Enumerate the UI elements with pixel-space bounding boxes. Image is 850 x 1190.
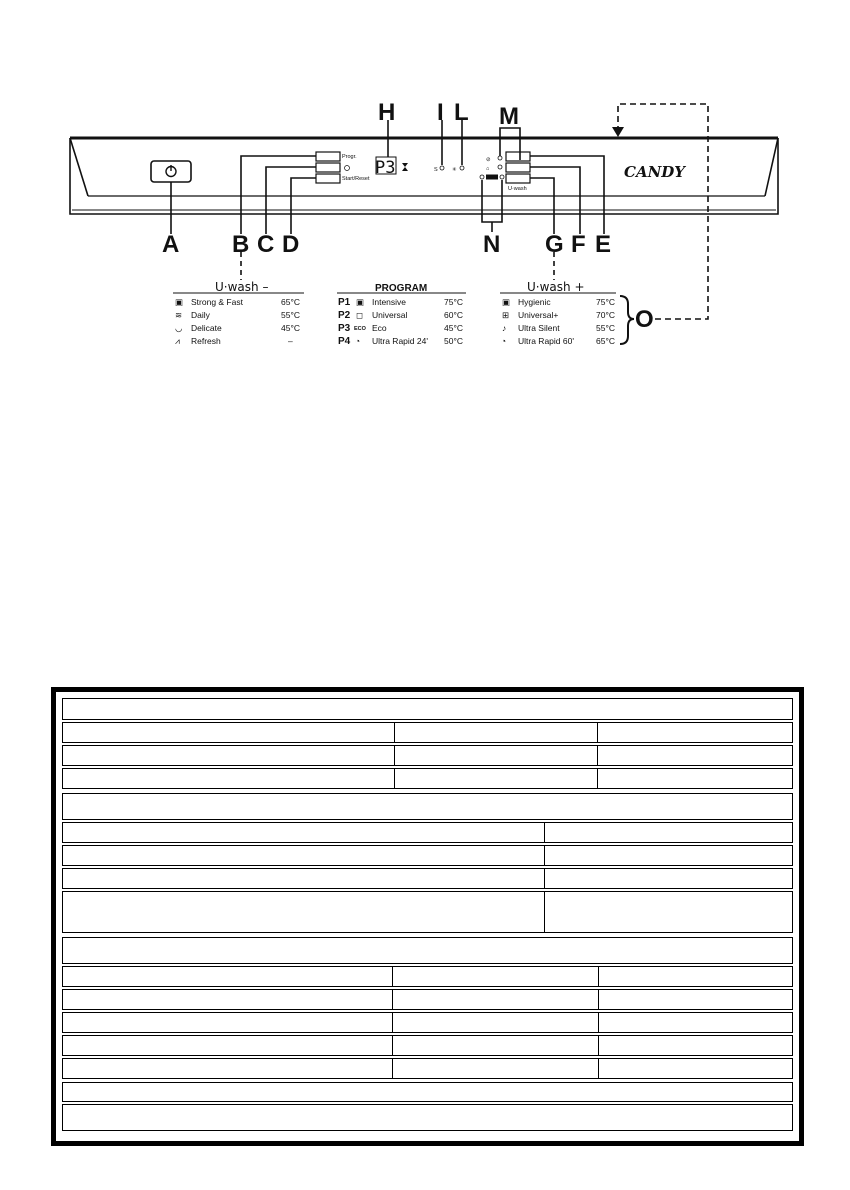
legend-plus-name-3: Ultra Rapid 60' (518, 336, 574, 346)
table-row (62, 1104, 793, 1131)
program-display (375, 157, 408, 178)
callout-e: E (595, 231, 612, 258)
legend-program-temp-0: 75°C (444, 297, 463, 307)
hourglass-icon (402, 163, 408, 171)
legend-plus-icon-3: ◔ (501, 336, 507, 346)
callout-m: M (499, 103, 519, 130)
power-button[interactable] (151, 161, 191, 182)
legend-program-icon-2: ECO (354, 326, 366, 332)
table-section-header (62, 793, 793, 820)
legend-plus-icon-1: ⊞ (502, 310, 510, 320)
legend-program-temp-3: 50°C (444, 336, 463, 346)
legend-program-temp-1: 60°C (444, 310, 463, 320)
legend-minus-name-0: Strong & Fast (191, 297, 243, 307)
legend-minus-icon-0: ▣ (175, 297, 184, 307)
table-section-header (62, 937, 793, 964)
callout-d: D (282, 231, 300, 258)
salt-indicator (434, 166, 444, 173)
table-section-header (62, 698, 793, 720)
callout-a: A (162, 231, 180, 258)
table-row (62, 745, 793, 766)
legend-program-code-2: P3 (338, 323, 351, 334)
callout-l: L (454, 99, 469, 126)
start-reset-label: Start/Reset (342, 176, 370, 182)
table-row (62, 722, 793, 743)
table-row (62, 1012, 793, 1033)
legend-program-icon-0: ▣ (356, 297, 365, 307)
legend-minus-name-3: Refresh (191, 336, 221, 346)
svg-text:⌂: ⌂ (486, 166, 490, 172)
table-row (62, 845, 793, 866)
clock-icon (345, 166, 350, 171)
rinse-aid-indicator (452, 166, 464, 173)
display-value: P3 (375, 158, 396, 178)
legend-program-code-1: P2 (338, 310, 351, 321)
legend-plus-title: U·wash + (527, 280, 585, 294)
legend-plus-temp-3: 65°C (596, 336, 615, 346)
legend-uwash-plus (500, 280, 616, 346)
right-button-group (506, 152, 530, 183)
callout-h: H (378, 99, 396, 126)
arrow-down-icon (612, 127, 624, 137)
legend-uwash-minus (173, 280, 304, 346)
legend-program-temp-2: 45°C (444, 323, 463, 333)
callout-o: O (635, 306, 654, 333)
table-row (62, 1035, 793, 1056)
table-row (62, 768, 793, 789)
legend-minus-temp-0: 65°C (281, 297, 300, 307)
legend-minus-temp-2: 45°C (281, 323, 300, 333)
table-row (62, 989, 793, 1010)
legend-program-name-2: Eco (372, 323, 387, 333)
legend-minus-temp-1: 55°C (281, 310, 300, 320)
callout-b: B (232, 231, 250, 258)
svg-text:✳: ✳ (452, 167, 457, 173)
uwash-indicators (480, 156, 504, 180)
legend-plus-temp-2: 55°C (596, 323, 615, 333)
legend-minus-name-2: Delicate (191, 323, 222, 333)
table-row (62, 1082, 793, 1102)
legend-program-code-3: P4 (338, 336, 351, 347)
legend-minus-icon-2: ◡ (175, 323, 183, 333)
specification-table (51, 687, 804, 1146)
legend-minus-temp-3: – (288, 336, 293, 346)
callout-f: F (571, 231, 586, 258)
brace-o (620, 296, 634, 344)
legend-minus-icon-3: ⩘ (175, 336, 180, 346)
table-row (62, 891, 793, 933)
legend-plus-temp-1: 70°C (596, 310, 615, 320)
legend-minus-icon-1: ≋ (175, 310, 183, 320)
callout-i: I (437, 99, 444, 126)
legend-plus-name-0: Hygienic (518, 297, 551, 307)
legend-plus-name-2: Ultra Silent (518, 323, 560, 333)
legend-plus-icon-0: ▣ (502, 297, 511, 307)
candy-logo: CANDY (624, 163, 686, 181)
legend-program (337, 283, 466, 347)
legend-plus-name-1: Universal+ (518, 310, 559, 320)
legend-program-title: PROGRAM (375, 283, 428, 294)
left-button-group (316, 152, 340, 183)
table-row (62, 868, 793, 889)
legend-minus-name-1: Daily (191, 310, 210, 320)
legend-program-code-0: P1 (338, 297, 351, 308)
table-row (62, 966, 793, 987)
table-row (62, 822, 793, 843)
uwash-label: U·wash (508, 186, 527, 192)
legend-minus-title: U·wash – (215, 280, 269, 294)
legend-program-name-3: Ultra Rapid 24' (372, 336, 428, 346)
svg-text:S: S (434, 167, 438, 173)
callout-c: C (257, 231, 275, 258)
legend-program-icon-1: ◻ (356, 310, 364, 320)
legend-plus-temp-0: 75°C (596, 297, 615, 307)
callout-g: G (545, 231, 564, 258)
legend-program-icon-3: ◔ (355, 336, 361, 346)
legend-program-name-0: Intensive (372, 297, 407, 307)
prog-label: Progr. (342, 154, 357, 160)
callout-n: N (483, 231, 501, 258)
legend-program-name-1: Universal (372, 310, 408, 320)
legend-plus-icon-2: ♪ (502, 323, 507, 333)
svg-text:⊘: ⊘ (486, 157, 491, 163)
table-row (62, 1058, 793, 1079)
